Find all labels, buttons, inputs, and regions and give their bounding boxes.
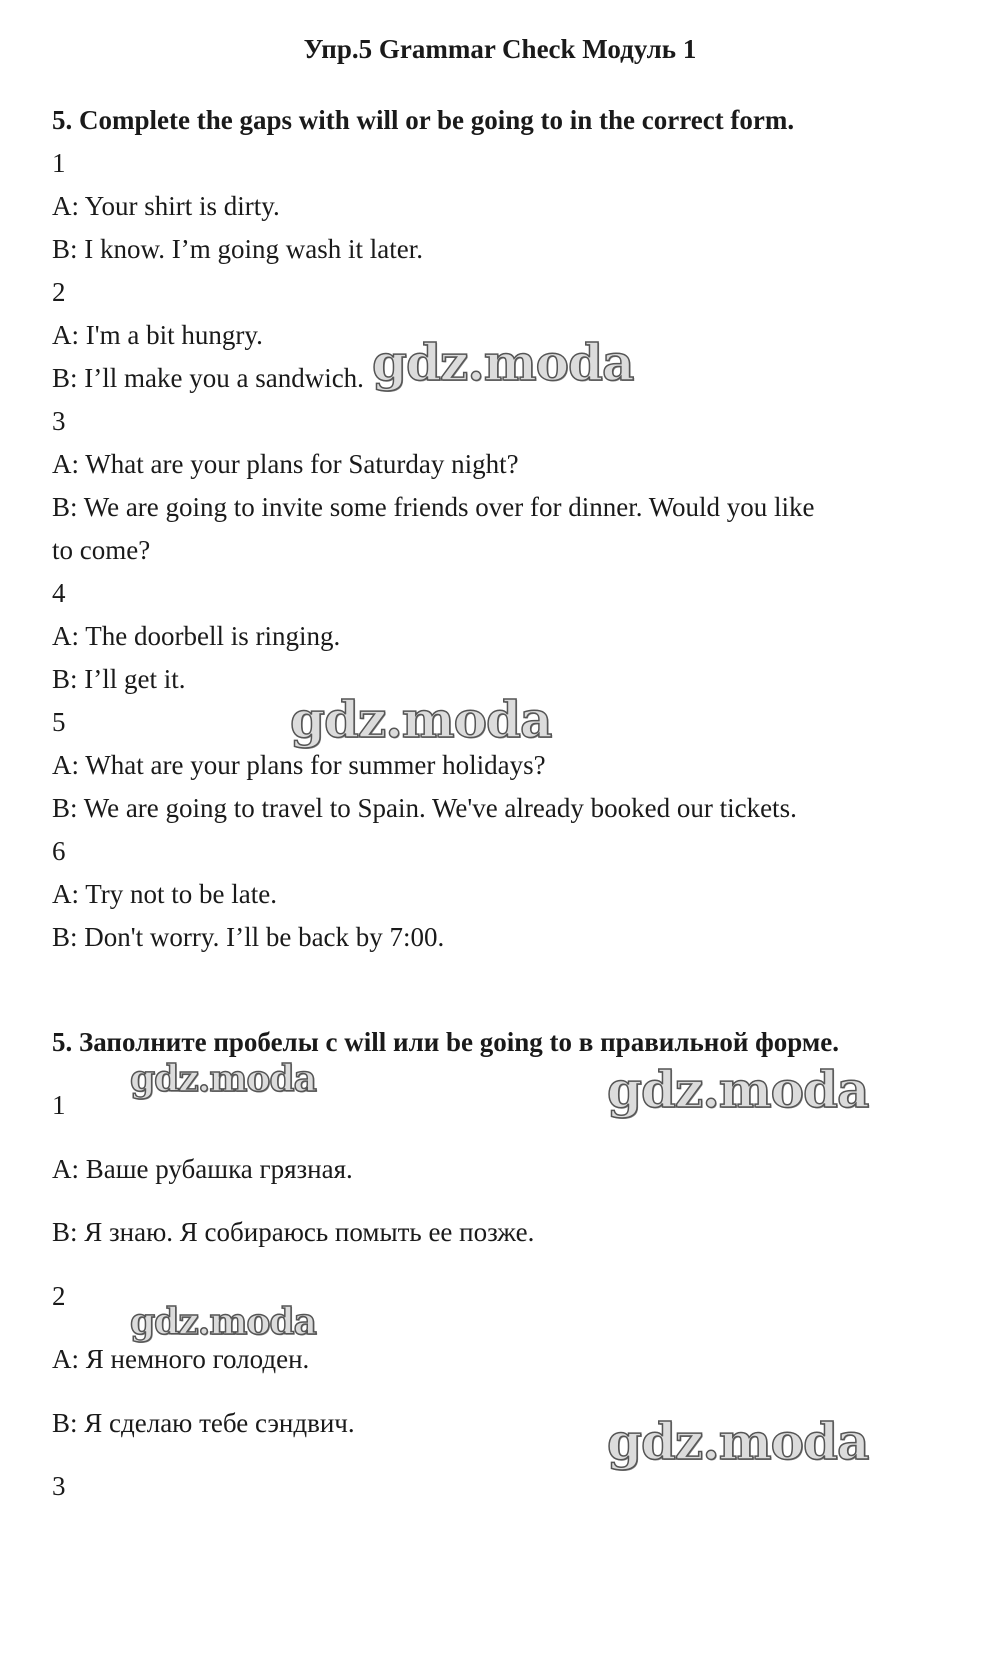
watermark-logo: gdz.moda — [607, 1412, 869, 1471]
watermark-logo: gdz.moda — [290, 690, 552, 749]
en-item-3-number: 3 — [52, 406, 66, 436]
ru-item-1-number: 1 — [52, 1090, 66, 1120]
en-item-1-line-b: B: I know. I’m going wash it later. — [52, 234, 423, 264]
en-item-4-number: 4 — [52, 578, 66, 608]
watermark-logo: gdz.moda — [130, 1301, 316, 1343]
en-item-6-number: 6 — [52, 836, 66, 866]
en-item-3-line-b: B: We are going to invite some friends over for dinner. Would you like — [52, 492, 815, 522]
en-item-1-number: 1 — [52, 148, 66, 178]
en-item-5-number: 5 — [52, 707, 66, 737]
russian-exercise-heading: 5. Заполните пробелы с will или be going to в правильной форме. — [52, 1027, 840, 1057]
en-item-2-line-a: A: I'm a bit hungry. — [52, 320, 263, 350]
ru-item-1-line-b: B: Я знаю. Я собираюсь помыть ее позже. — [52, 1217, 535, 1247]
en-item-3-line-a: A: What are your plans for Saturday night? — [52, 449, 519, 479]
ru-item-1-line-a: A: Ваше рубашка грязная. — [52, 1154, 353, 1184]
watermark-logo: gdz.moda — [130, 1058, 316, 1100]
en-item-4-line-b: B: I’ll get it. — [52, 664, 186, 694]
en-item-2-number: 2 — [52, 277, 66, 307]
english-exercise-heading: 5. Complete the gaps with will or be going to in the correct form. — [52, 105, 795, 135]
ru-item-2-line-b: B: Я сделаю тебе сэндвич. — [52, 1408, 355, 1438]
en-item-6-line-a: A: Try not to be late. — [52, 879, 278, 909]
en-item-2-line-b: B: I’ll make you a sandwich. — [52, 363, 364, 393]
ru-item-3-number: 3 — [52, 1471, 66, 1501]
page-title: Упр.5 Grammar Check Модуль 1 — [303, 34, 697, 64]
en-item-5-line-a: A: What are your plans for summer holidays? — [52, 750, 546, 780]
en-item-6-line-b: B: Don't worry. I’ll be back by 7:00. — [52, 922, 445, 952]
en-item-4-line-a: A: The doorbell is ringing. — [52, 621, 341, 651]
en-item-1-line-a: A: Your shirt is dirty. — [52, 191, 280, 221]
en-item-3-line-b-continued: to come? — [52, 535, 151, 565]
en-item-5-line-b: B: We are going to travel to Spain. We've already booked our tickets. — [52, 793, 797, 823]
watermark-logo: gdz.moda — [607, 1060, 869, 1119]
ru-item-2-number: 2 — [52, 1281, 66, 1311]
ru-item-2-line-a: A: Я немного голоден. — [52, 1344, 310, 1374]
watermark-logo: gdz.moda — [372, 333, 634, 392]
